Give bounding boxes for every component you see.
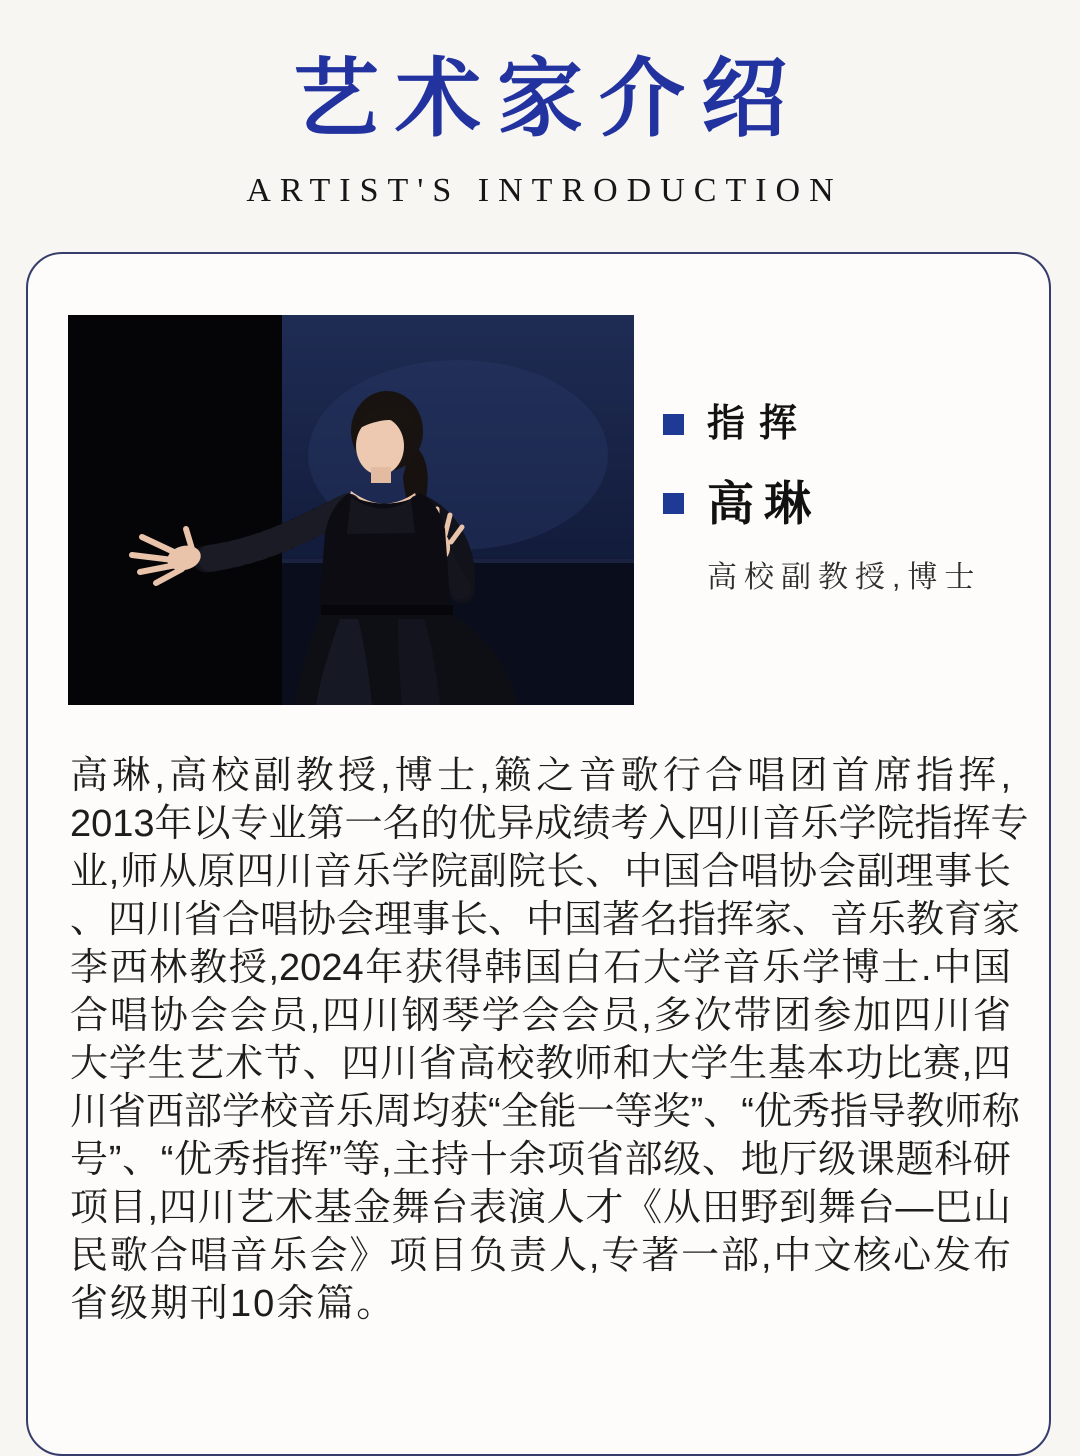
bio-line: 项目,四川艺术基金舞台表演人才《从田野到舞台—巴山 bbox=[70, 1187, 1011, 1229]
bio-line: 业,师从原四川音乐学院副院长、中国合唱协会副理事长 bbox=[70, 851, 1011, 893]
role-label: 指挥 bbox=[707, 403, 812, 445]
bio-line: 民歌合唱音乐会》项目负责人,专著一部,中文核心发布 bbox=[70, 1235, 1011, 1277]
page-title: 艺术家介绍 bbox=[293, 51, 803, 147]
artist-credentials: 高校副教授,博士 bbox=[707, 561, 982, 595]
biography bbox=[70, 752, 1029, 1328]
bio-line: 、四川省合唱协会理事长、中国著名指挥家、音乐教育家 bbox=[70, 899, 1021, 941]
bio-line: 高琳,高校副教授,博士,籁之音歌行合唱团首席指挥, bbox=[70, 755, 1011, 797]
square-bullet-icon bbox=[663, 493, 684, 514]
bio-line: 号”、“优秀指挥”等,主持十余项省部级、地厅级课题科研 bbox=[70, 1139, 1011, 1181]
page-header bbox=[0, 0, 1080, 208]
bio-line: 2013年以专业第一名的优异成绩考入四川音乐学院指挥专 bbox=[70, 803, 1029, 845]
profile-panel bbox=[663, 404, 1033, 596]
artist-card bbox=[26, 252, 1051, 1456]
stage-photo-art bbox=[68, 315, 634, 705]
bio-line: 合唱协会会员,四川钢琴学会会员,多次带团参加四川省 bbox=[70, 995, 1011, 1037]
bio-line: 大学生艺术节、四川省高校教师和大学生基本功比赛,四 bbox=[70, 1043, 1011, 1085]
bio-line: 省级期刊10余篇。 bbox=[70, 1283, 397, 1325]
artist-name: 高琳 bbox=[707, 476, 821, 530]
square-bullet-icon bbox=[663, 414, 684, 435]
stage-photo bbox=[68, 315, 634, 705]
name-row bbox=[663, 476, 1033, 530]
bio-line: 李西林教授,2024年获得韩国白石大学音乐学博士.中国 bbox=[70, 947, 1011, 989]
role-row bbox=[663, 404, 1033, 446]
bio-line: 川省西部学校音乐周均获“全能一等奖”、“优秀指导教师称 bbox=[70, 1091, 1020, 1133]
page-subtitle: ARTIST'S INTRODUCTION bbox=[246, 172, 843, 210]
